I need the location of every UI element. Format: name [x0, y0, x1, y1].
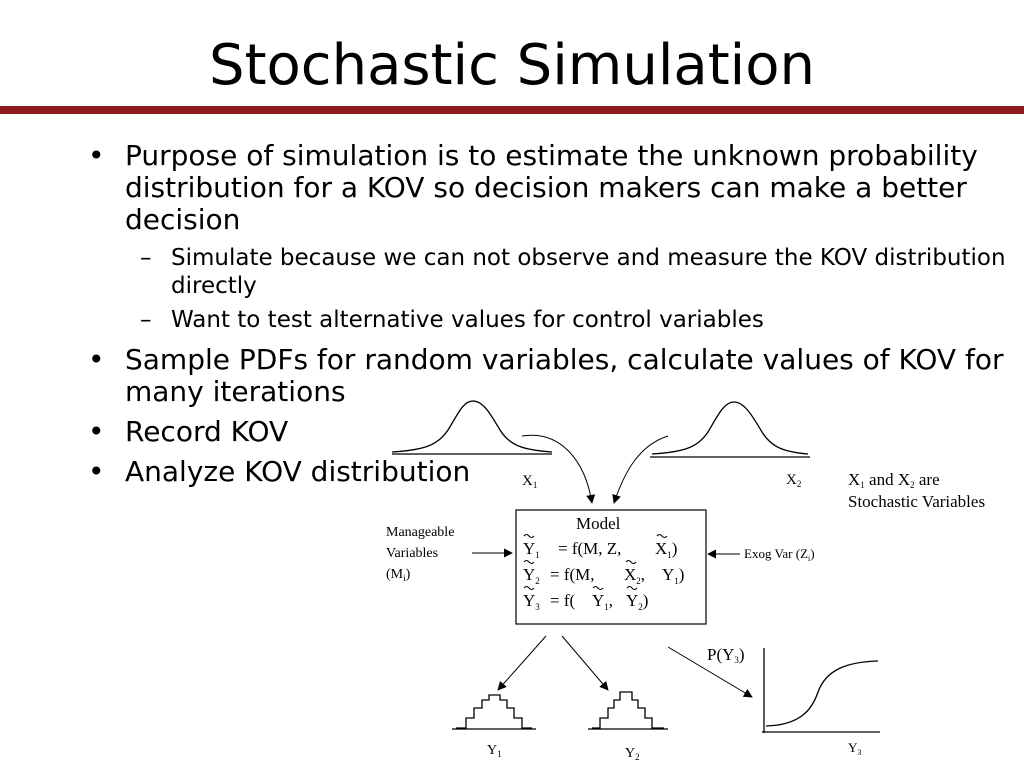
equation-2 — [523, 561, 684, 587]
stochastic-note-line2: Stochastic Variables — [848, 492, 986, 511]
model-title: Model — [576, 514, 621, 533]
bullet-text: Purpose of simulation is to estimate the unknown probability distribution for a KOV so decision makers can make a better decision — [125, 139, 978, 236]
svg-text:= f(M,: = f(M, — [550, 565, 595, 584]
x2-label: $X_2$ — [786, 472, 802, 489]
svg-text:Y1): $Y_1$) — [662, 565, 685, 586]
x2-distribution — [650, 402, 810, 457]
svg-text:Y1: $Y_1$ — [523, 539, 540, 560]
equation-1 — [523, 535, 677, 561]
bullet-text: Analyze KOV distribution — [125, 455, 471, 488]
y1-axis-label: $Y_1$ — [487, 743, 502, 759]
bullet-text: Sample PDFs for random variables, calculate values of KOV for many iterations — [125, 343, 1004, 408]
svg-text:= f(: = f( — [550, 591, 576, 610]
svg-text:Y2: $Y_2$ — [523, 565, 540, 586]
svg-text:X1): $X_1$) — [655, 539, 678, 560]
model-to-y2-arrow — [562, 636, 608, 690]
sub-bullet-text: Simulate because we can not observe and measure the KOV distribution directly — [171, 245, 1006, 299]
bullet-glyph: • — [88, 415, 105, 448]
stochastic-note-line1: X1 and X2 are — [848, 470, 940, 490]
svg-text:Y2): $Y_2$) — [626, 591, 649, 612]
x1-label: $X_1$ — [522, 473, 538, 490]
x2-to-model-arrow — [614, 436, 668, 503]
y3-axis-label: $Y_3$ — [848, 740, 862, 757]
y2-axis-label: $Y_2$ — [625, 746, 640, 762]
y2-histogram — [588, 692, 668, 729]
dash-glyph: – — [140, 245, 152, 271]
svg-text:(Mi): $(M_i)$ — [386, 567, 411, 583]
svg-text:= f(M, Z,: = f(M, Z, — [558, 539, 622, 558]
x1-distribution — [392, 401, 552, 454]
sub-bullet-text: Want to test alternative values for control variables — [171, 307, 764, 333]
dash-glyph: – — [140, 307, 152, 333]
svg-text:X2,: $X_2$, — [624, 565, 646, 586]
bullet-text: Record KOV — [125, 415, 289, 448]
x1-to-model-arrow — [522, 435, 592, 503]
model-to-y1-arrow — [498, 636, 546, 690]
svg-text:Y3: $Y_3$ — [523, 591, 540, 612]
bullet-glyph: • — [88, 343, 105, 376]
manageable-variables-label — [386, 525, 454, 583]
exog-var-label: Exog Var $(Z_i)$ — [744, 546, 815, 563]
slide-title: Stochastic Simulation — [209, 33, 815, 98]
equation-3 — [523, 587, 648, 613]
svg-text:Variables: Variables — [386, 546, 439, 561]
y1-histogram — [452, 695, 536, 729]
cumulative-plot — [762, 648, 880, 733]
bullet-glyph: • — [88, 455, 105, 488]
bullet-glyph: • — [88, 139, 105, 172]
svg-text:Manageable: Manageable — [386, 525, 455, 540]
svg-text:Y1,: $Y_1$, — [592, 591, 614, 612]
py3-label: P(Y3) — [707, 645, 745, 665]
